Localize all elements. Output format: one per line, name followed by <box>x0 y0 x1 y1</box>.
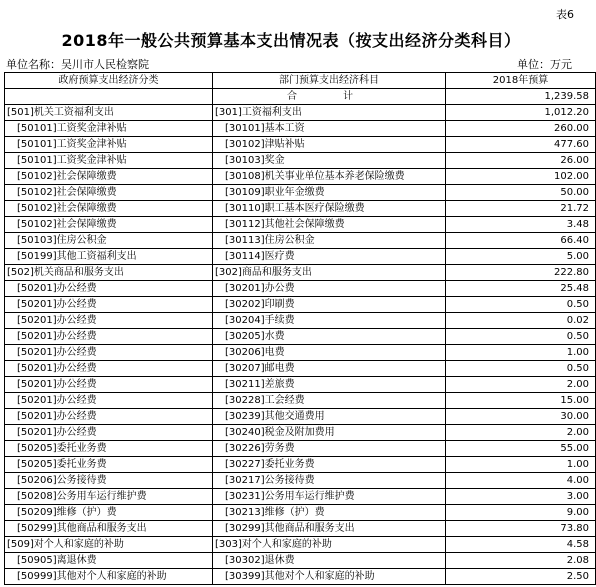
amount-cell: 260.00 <box>446 121 596 137</box>
gov-class-cell: [502]机关商品和服务支出 <box>5 265 213 281</box>
gov-class-cell: [50201]办公经费 <box>5 297 213 313</box>
gov-class-cell: [50201]办公经费 <box>5 409 213 425</box>
table-row <box>5 473 596 489</box>
amount-cell: 15.00 <box>446 393 596 409</box>
dept-class-cell: [30102]津贴补贴 <box>213 137 446 153</box>
dept-class-cell: [30226]劳务费 <box>213 441 446 457</box>
amount-cell: 50.00 <box>446 185 596 201</box>
dept-class-cell: [30227]委托业务费 <box>213 457 446 473</box>
amount-cell: 0.50 <box>446 361 596 377</box>
amount-cell: 0.50 <box>446 297 596 313</box>
gov-class-cell: [501]机关工资福利支出 <box>5 105 213 121</box>
table-row <box>5 233 596 249</box>
dept-class-cell: [30113]住房公积金 <box>213 233 446 249</box>
unit-name-value: 吴川市人民检察院 <box>61 58 149 71</box>
dept-class-cell: [30205]水费 <box>213 329 446 345</box>
dept-class-cell: [30109]职业年金缴费 <box>213 185 446 201</box>
amount-cell: 66.40 <box>446 233 596 249</box>
dept-class-cell: [30217]公务接待费 <box>213 473 446 489</box>
gov-class-cell: [50299]其他商品和服务支出 <box>5 521 213 537</box>
dept-class-cell: [30207]邮电费 <box>213 361 446 377</box>
column-header-budget: 2018年预算 <box>446 73 596 89</box>
amount-cell: 1.00 <box>446 457 596 473</box>
gov-class-cell: [50102]社会保障缴费 <box>5 217 213 233</box>
column-header-gov-class: 政府预算支出经济分类 <box>5 73 213 89</box>
gov-class-cell: [50201]办公经费 <box>5 393 213 409</box>
gov-class-cell: [50102]社会保障缴费 <box>5 201 213 217</box>
amount-cell: 0.50 <box>446 329 596 345</box>
gov-class-cell: [50201]办公经费 <box>5 361 213 377</box>
table-row <box>5 185 596 201</box>
dept-class-cell: [30228]工会经费 <box>213 393 446 409</box>
column-header-dept-class: 部门预算支出经济科目 <box>213 73 446 89</box>
table-row <box>5 569 596 585</box>
table-row <box>5 313 596 329</box>
table-row <box>5 345 596 361</box>
dept-class-cell: [30206]电费 <box>213 345 446 361</box>
dept-class-cell: [30240]税金及附加费用 <box>213 425 446 441</box>
gov-class-cell: [50101]工资奖金津补贴 <box>5 153 213 169</box>
amount-cell: 477.60 <box>446 137 596 153</box>
amount-cell: 222.80 <box>446 265 596 281</box>
dept-class-cell: [30112]其他社会保障缴费 <box>213 217 446 233</box>
gov-class-cell: [50101]工资奖金津补贴 <box>5 137 213 153</box>
table-row <box>5 265 596 281</box>
amount-cell: 21.72 <box>446 201 596 217</box>
table-row <box>5 393 596 409</box>
table-row <box>5 425 596 441</box>
total-value: 1,239.58 <box>446 89 596 105</box>
amount-cell: 4.00 <box>446 473 596 489</box>
table-row <box>5 249 596 265</box>
gov-class-cell: [50201]办公经费 <box>5 377 213 393</box>
amount-cell: 30.00 <box>446 409 596 425</box>
amount-cell: 2.00 <box>446 377 596 393</box>
table-row <box>5 281 596 297</box>
amount-cell: 102.00 <box>446 169 596 185</box>
table-row <box>5 521 596 537</box>
amount-cell: 25.48 <box>446 281 596 297</box>
table-row <box>5 553 596 569</box>
table-row <box>5 169 596 185</box>
table-row <box>5 121 596 137</box>
unit-name <box>6 56 149 72</box>
dept-class-cell: [30201]办公费 <box>213 281 446 297</box>
amount-cell: 9.00 <box>446 505 596 521</box>
dept-class-cell: [30231]公务用车运行维护费 <box>213 489 446 505</box>
gov-class-cell: [50101]工资奖金津补贴 <box>5 121 213 137</box>
dept-class-cell: [30302]退休费 <box>213 553 446 569</box>
gov-class-cell: [50199]其他工资福利支出 <box>5 249 213 265</box>
dept-class-cell: [30213]维修（护）费 <box>213 505 446 521</box>
dept-class-cell: [30110]职工基本医疗保险缴费 <box>213 201 446 217</box>
gov-class-cell: [50201]办公经费 <box>5 329 213 345</box>
table-row <box>5 361 596 377</box>
table-row <box>5 441 596 457</box>
amount-cell: 1.00 <box>446 345 596 361</box>
total-row <box>5 89 596 105</box>
amount-cell: 2.08 <box>446 553 596 569</box>
dept-class-cell: [302]商品和服务支出 <box>213 265 446 281</box>
table-row <box>5 153 596 169</box>
table-row <box>5 329 596 345</box>
amount-cell: 3.48 <box>446 217 596 233</box>
dept-class-cell: [30101]基本工资 <box>213 121 446 137</box>
unit-name-label: 单位名称： <box>6 58 61 71</box>
total-empty-cell <box>5 89 213 105</box>
table-row <box>5 489 596 505</box>
total-label: 合 计 <box>213 89 446 105</box>
table-row <box>5 201 596 217</box>
gov-class-cell: [50205]委托业务费 <box>5 457 213 473</box>
gov-class-cell: [50201]办公经费 <box>5 313 213 329</box>
table-header-row <box>5 73 596 89</box>
dept-class-cell: [30211]差旅费 <box>213 377 446 393</box>
table-row <box>5 409 596 425</box>
table-number: 表6 <box>556 8 574 21</box>
table-row <box>5 217 596 233</box>
amount-cell: 73.80 <box>446 521 596 537</box>
amount-cell: 2.00 <box>446 425 596 441</box>
dept-class-cell: [30202]印刷费 <box>213 297 446 313</box>
dept-class-cell: [30399]其他对个人和家庭的补助 <box>213 569 446 585</box>
amount-cell: 5.00 <box>446 249 596 265</box>
table-row <box>5 137 596 153</box>
table-row <box>5 105 596 121</box>
dept-class-cell: [30103]奖金 <box>213 153 446 169</box>
table-row <box>5 297 596 313</box>
dept-class-cell: [30204]手续费 <box>213 313 446 329</box>
amount-cell: 3.00 <box>446 489 596 505</box>
gov-class-cell: [50102]社会保障缴费 <box>5 185 213 201</box>
dept-class-cell: [301]工资福利支出 <box>213 105 446 121</box>
currency-unit: 单位：万元 <box>517 58 572 71</box>
dept-class-cell: [30299]其他商品和服务支出 <box>213 521 446 537</box>
gov-class-cell: [50102]社会保障缴费 <box>5 169 213 185</box>
gov-class-cell: [509]对个人和家庭的补助 <box>5 537 213 553</box>
dept-class-cell: [30108]机关事业单位基本养老保险缴费 <box>213 169 446 185</box>
gov-class-cell: [50103]住房公积金 <box>5 233 213 249</box>
report-title: 2018年一般公共预算基本支出情况表（按支出经济分类科目） <box>61 31 521 50</box>
gov-class-cell: [50208]公务用车运行维护费 <box>5 489 213 505</box>
gov-class-cell: [50201]办公经费 <box>5 281 213 297</box>
dept-class-cell: [303]对个人和家庭的补助 <box>213 537 446 553</box>
table-row <box>5 457 596 473</box>
table-row <box>5 505 596 521</box>
amount-cell: 1,012.20 <box>446 105 596 121</box>
gov-class-cell: [50209]维修（护）费 <box>5 505 213 521</box>
amount-cell: 2.50 <box>446 569 596 585</box>
gov-class-cell: [50206]公务接待费 <box>5 473 213 489</box>
amount-cell: 0.02 <box>446 313 596 329</box>
gov-class-cell: [50201]办公经费 <box>5 425 213 441</box>
gov-class-cell: [50205]委托业务费 <box>5 441 213 457</box>
table-row <box>5 537 596 553</box>
budget-table <box>4 72 596 585</box>
gov-class-cell: [50999]其他对个人和家庭的补助 <box>5 569 213 585</box>
amount-cell: 4.58 <box>446 537 596 553</box>
amount-cell: 55.00 <box>446 441 596 457</box>
amount-cell: 26.00 <box>446 153 596 169</box>
dept-class-cell: [30114]医疗费 <box>213 249 446 265</box>
table-row <box>5 377 596 393</box>
gov-class-cell: [50201]办公经费 <box>5 345 213 361</box>
gov-class-cell: [50905]离退休费 <box>5 553 213 569</box>
dept-class-cell: [30239]其他交通费用 <box>213 409 446 425</box>
